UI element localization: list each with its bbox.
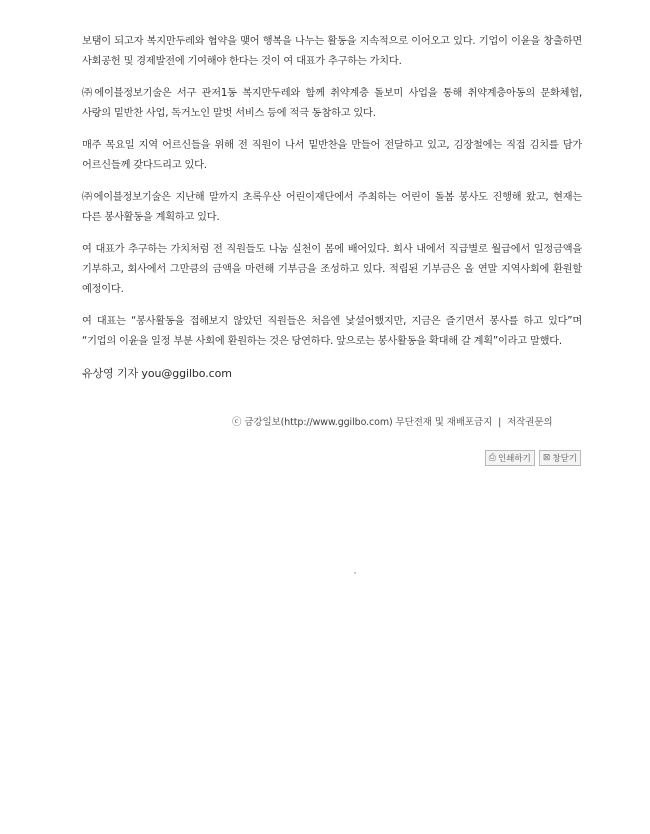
close-box-icon: ⊠ <box>542 452 551 463</box>
copyright-inquiry-link[interactable]: 저작권문의 <box>507 417 553 428</box>
copyright-separator: | <box>498 417 502 428</box>
article-paragraph: 여 대표가 추구하는 가치처럼 전 직원들도 나눔 실천이 몸에 배어있다. 회사 내에서 직급별로 월급에서 일정금액을 기부하고, 회사에서 그만큼의 금액을 마련해 기부금을 조성하고 있다. 적립된 기부금은 올 연말 지역사회에 환원할 예정이다. <box>82 244 582 295</box>
copyright-notice <box>232 414 553 428</box>
scan-speck <box>354 572 356 574</box>
article-paragraph: ㈜에이블정보기술은 지난해 말까지 초록우산 어린이재단에서 주최하는 어린이 돌봄 봉사도 진행해 왔고, 현재는 다른 봉사활동을 계획하고 있다. <box>82 192 582 223</box>
article-paragraph: ㈜에이블정보기술은 서구 관저1동 복지만두레와 함께 취약계층 돌보미 사업을 통해 취약계층아동의 문화체험, 사랑의 밑반찬 사업, 독거노인 말벗 서비스 등에 적극 동참하고 있다. <box>82 88 582 119</box>
article-body <box>82 32 582 384</box>
close-window-button-label: 창닫기 <box>552 454 577 464</box>
close-window-button[interactable] <box>539 450 581 466</box>
print-button-label: 인쇄하기 <box>497 454 531 464</box>
printer-icon: ⎙ <box>488 452 496 463</box>
article-paragraph: 매주 목요일 지역 어르신들을 위해 전 직원이 나서 밑반찬을 만들어 전달하고 있고, 김장철에는 직접 김치를 담가 어르신들께 갖다드리고 있다. <box>82 140 582 171</box>
byline: 유상영 기자 you@ggilbo.com <box>82 367 232 380</box>
article-actions <box>485 450 581 466</box>
article-paragraph: 여 대표는 “봉사활동을 접해보지 않았던 직원들은 처음엔 낯설어했지만, 지금은 즐기면서 봉사를 하고 있다”며 “기업의 이윤을 일정 부분 사회에 환원하는 것은 당연하다. 앞으로는 봉사활동을 확대해 갈 계획”이라고 말했다. <box>82 316 582 347</box>
copyright-text: ⓒ 금강일보(http://www.ggilbo.com) 무단전재 및 재배포금지 <box>232 417 493 428</box>
print-button[interactable] <box>485 450 535 466</box>
article-paragraph: 보탬이 되고자 복지만두레와 협약을 맺어 행복을 나누는 활동을 지속적으로 이어오고 있다. 기업이 이윤을 창출하면 사회공헌 및 경제발전에 기여해야 한다는 것이 여 대표가 추구하는 가치다. <box>82 36 582 67</box>
